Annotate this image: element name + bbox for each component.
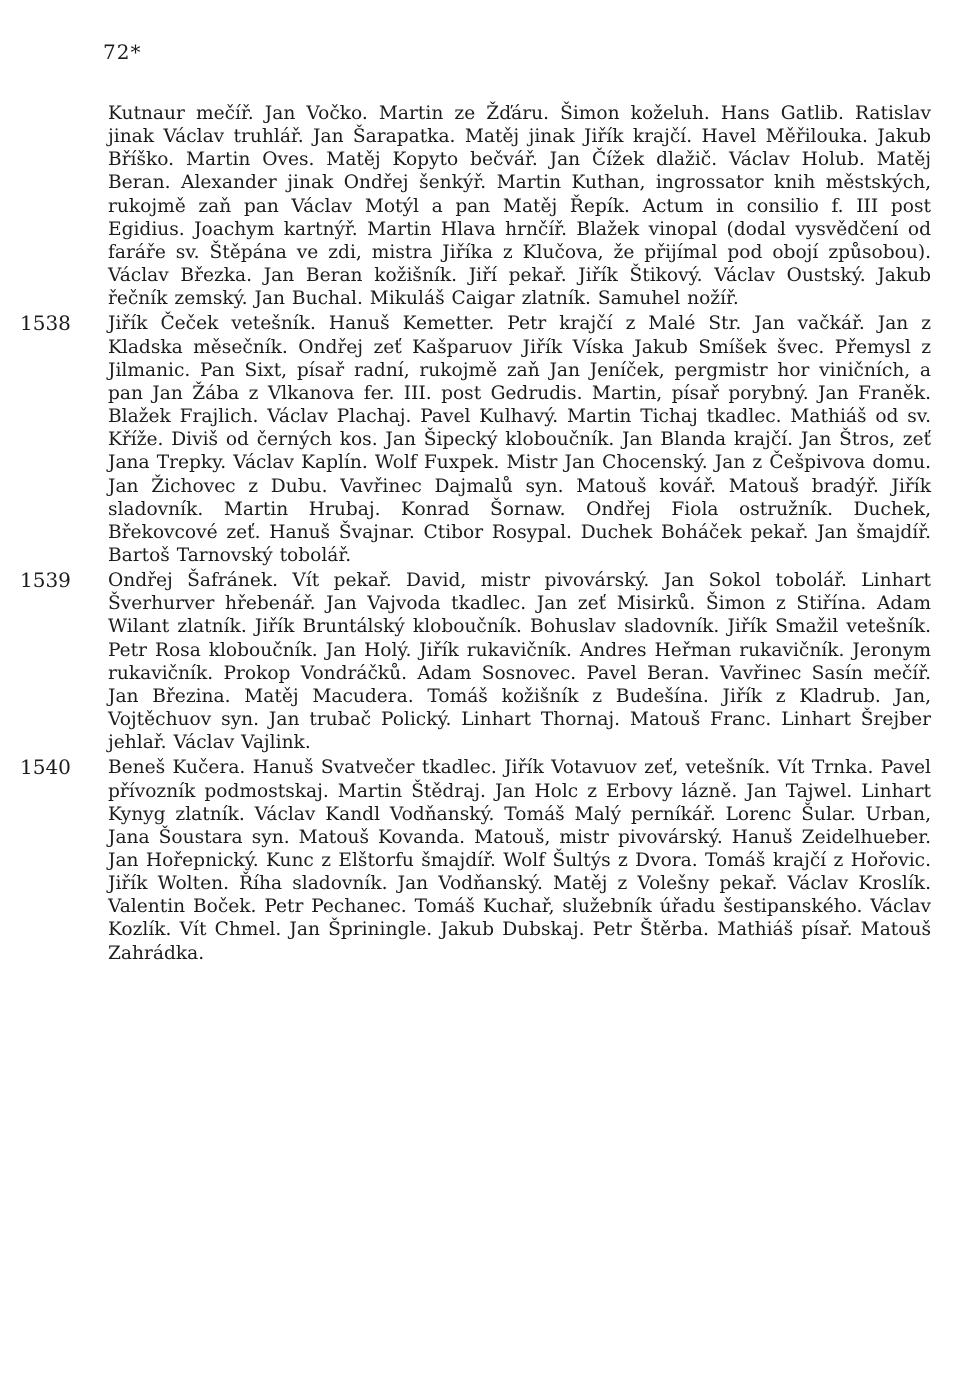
entry-1539 — [0, 569, 960, 754]
entry-text: Ondřej Šafránek. Vít pekař. David, mistr pivovárský. Jan Sokol tobolář. Linhart Šverhurver hřebenář. Jan Vajvoda tkadlec. Jan zeť Misirků. Šimon z Stiřína. Adam Wilant zlatník. Jiřík Bruntálský kloboučník. Bohuslav sladovník. Jiřík Smažil vetešník. Petr Rosa kloboučník. Jan Holý. Jiřík rukavičník. Andres Heřman rukavičník. Jeronym rukavičník. Prokop Vondráčků. Adam Sosnovec. Pavel Beran. Vavřinec Sasín mečíř. Jan Březina. Matěj Macudera. Tomáš kožišník z Budešína. Jiřík z Kladrub. Jan, Vojtěchuov syn. Jan trubač Polický. Linhart Thornaj. Matouš Franc. Linhart Šrejber jehlař. Václav Vajlink. — [108, 570, 931, 754]
entry-year: 1538 — [20, 311, 71, 336]
entry-1540 — [0, 756, 960, 964]
entry-year: 1539 — [20, 568, 71, 593]
entry-year: 1540 — [20, 755, 71, 780]
page-number: 72* — [103, 40, 142, 64]
entry-text: Jiřík Čeček vetešník. Hanuš Kemetter. Petr krajčí z Malé Str. Jan vačkář. Jan z Kladska měsečník. Ondřej zeť Kašparuov Jiřík Víska Jakub Smíšek švec. Přemysl z Jilmanic. Pan Sixt, písař radní, rukojmě zaň Jan Jeníček, pergmistr hor viničních, a pan Jan Žába z Vlkanova fer. III. post Gedrudis. Martin, písař porybný. Jan Franěk. Blažek Frajlich. Václav Plachaj. Pavel Kulhavý. Martin Tichaj tkadlec. Mathiáš od sv. Kříže. Diviš od černých kos. Jan Šipecký kloboučník. Jan Blanda krajčí. Jan Štros, zeť Jana Trepky. Václav Kaplín. Wolf Fuxpek. Mistr Jan Chocenský. Jan z Češpivova domu. Jan Žichovec z Dubu. Vavřinec Dajmalů syn. Matouš kovář. Matouš bradýř. Jiřík sladovník. Martin Hrubaj. Konrad Šornaw. Ondřej Fiola ostružník. Duchek, Břekovcové zeť. Hanuš Švajnar. Ctibor Rosypal. Duchek Boháček pekař. Jan šmajdíř. Bartoš Tarnovský tobolář. — [108, 313, 931, 566]
entry-text: Beneš Kučera. Hanuš Svatvečer tkadlec. Jiřík Votavuov zeť, vetešník. Vít Trnka. Pavel přívozník podmostskaj. Martin Štědraj. Jan Holc z Erbovy lázně. Jan Tajwel. Linhart Kynyg zlatník. Václav Kandl Vodňanský. Tomáš Malý perníkář. Lorenc Šular. Urban, Jana Šoustara syn. Matouš Kovanda. Matouš, mistr pivovárský. Hanuš Zeidelhueber. Jan Hořepnický. Kunc z Elštorfu šmajdíř. Wolf Šultýs z Dvora. Tomáš krajčí z Hořovic. Jiřík Wolten. Říha sladovník. Jan Vodňanský. Matěj z Volešny pekař. Václav Kroslík. Valentin Boček. Petr Pechanec. Tomáš Kuchař, služebník úřadu šestipanského. Václav Kozlík. Vít Chmel. Jan Špriningle. Jakub Dubskaj. Petr Štěrba. Mathiáš písař. Matouš Zahrádka. — [108, 757, 931, 964]
entry-1538 — [0, 312, 960, 567]
entry-text: Kutnaur mečíř. Jan Vočko. Martin ze Žďáru. Šimon koželuh. Hans Gatlib. Ratislav jinak Václav truhlář. Jan Šarapatka. Matěj jinak Jiřík krajčí. Havel Měřilouka. Jakub Bříško. Martin Oves. Matěj Kopyto bečvář. Jan Čížek dlažič. Václav Holub. Matěj Beran. Alexander jinak Ondřej šenkýř. Martin Kuthan, ingrossator knih městských, rukojmě zaň pan Václav Motýl a pan Matěj Řepík. Actum in consilio f. III post Egidius. Joachym kartnýř. Martin Hlava hrnčíř. Blažek vinopal (dodal vysvědčení od faráře sv. Štěpána ve zdi, mistra Jiříka z Klučova, že přijímal pod obojí způsobou). Václav Březka. Jan Beran kožišník. Jiří pekař. Jiřík Štikový. Václav Oustský. Jakub řečník zemský. Jan Buchal. Mikuláš Caigar zlatník. Samuhel nožíř. — [108, 103, 931, 310]
register-entries — [0, 102, 960, 965]
entry-continuation — [0, 102, 960, 310]
